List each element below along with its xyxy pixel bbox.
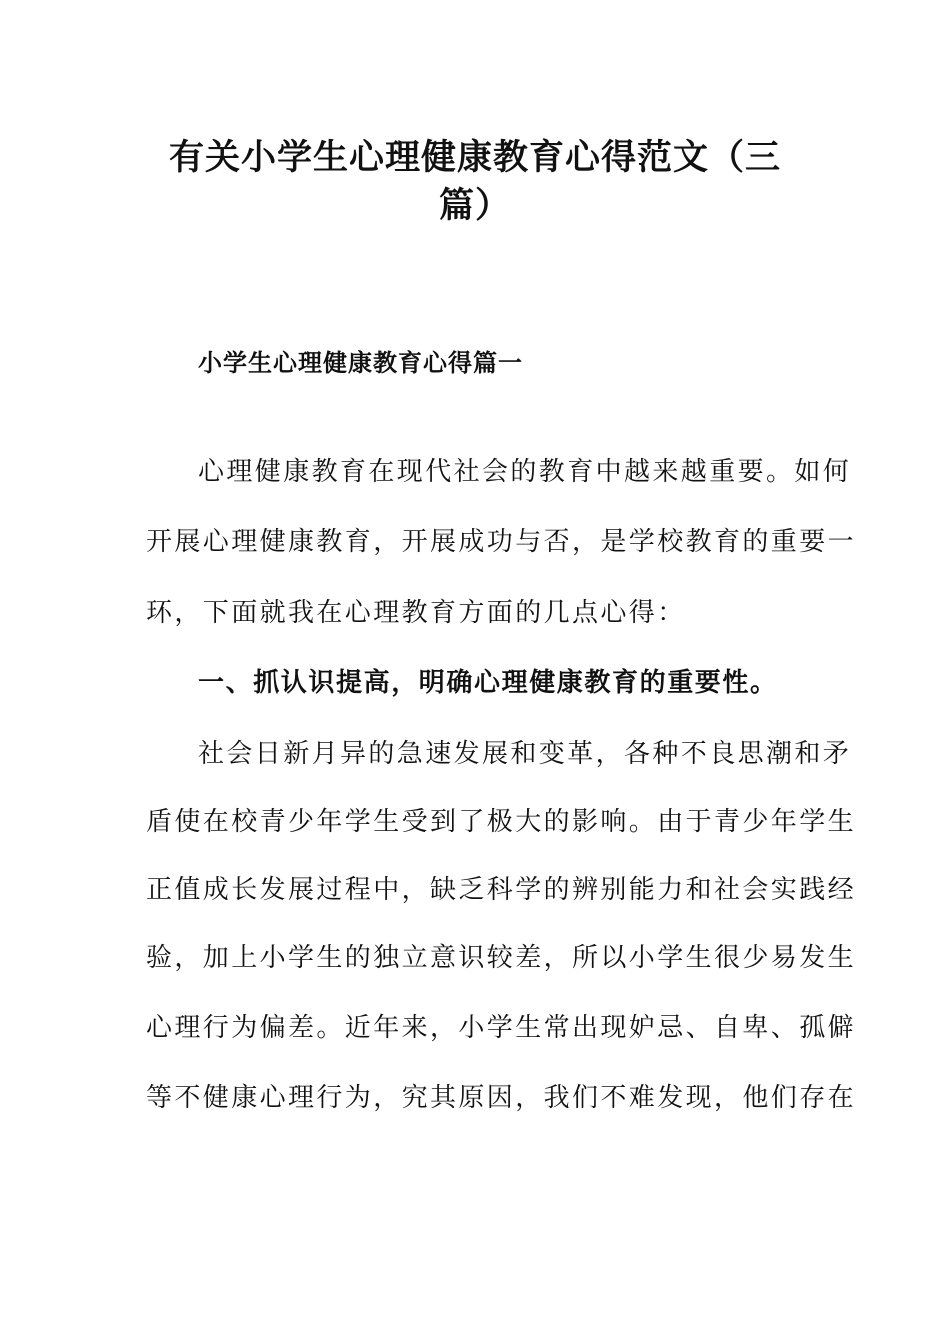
paragraph-line: 环，下面就我在心理教育方面的几点心得： [146, 598, 686, 628]
paragraph-line: 正值成长发展过程中，缺乏科学的辨别能力和社会实践经 [146, 875, 857, 905]
paragraph-line: 心理行为偏差。近年来，小学生常出现妒忌、自卑、孤僻 [146, 1013, 857, 1043]
paragraph-line: 等不健康心理行为，究其原因，我们不难发现，他们存在 [146, 1083, 857, 1113]
paragraph-line: 验，加上小学生的独立意识较差，所以小学生很少易发生 [146, 943, 857, 973]
paragraph-line: 社会日新月异的急速发展和变革，各种不良思潮和矛 [198, 739, 852, 769]
document-title-line-2: 篇） [438, 186, 511, 226]
paragraph-line: 盾使在校青少年学生受到了极大的影响。由于青少年学生 [146, 807, 857, 837]
point-heading: 一、抓认识提高，明确心理健康教育的重要性。 [198, 668, 778, 698]
section-heading: 小学生心理健康教育心得篇一 [198, 349, 523, 377]
paragraph-line: 心理健康教育在现代社会的教育中越来越重要。如何 [198, 457, 852, 487]
paragraph-line: 开展心理健康教育，开展成功与否，是学校教育的重要一 [146, 527, 857, 557]
document-title-line-1: 有关小学生心理健康教育心得范文（三 [168, 138, 781, 178]
